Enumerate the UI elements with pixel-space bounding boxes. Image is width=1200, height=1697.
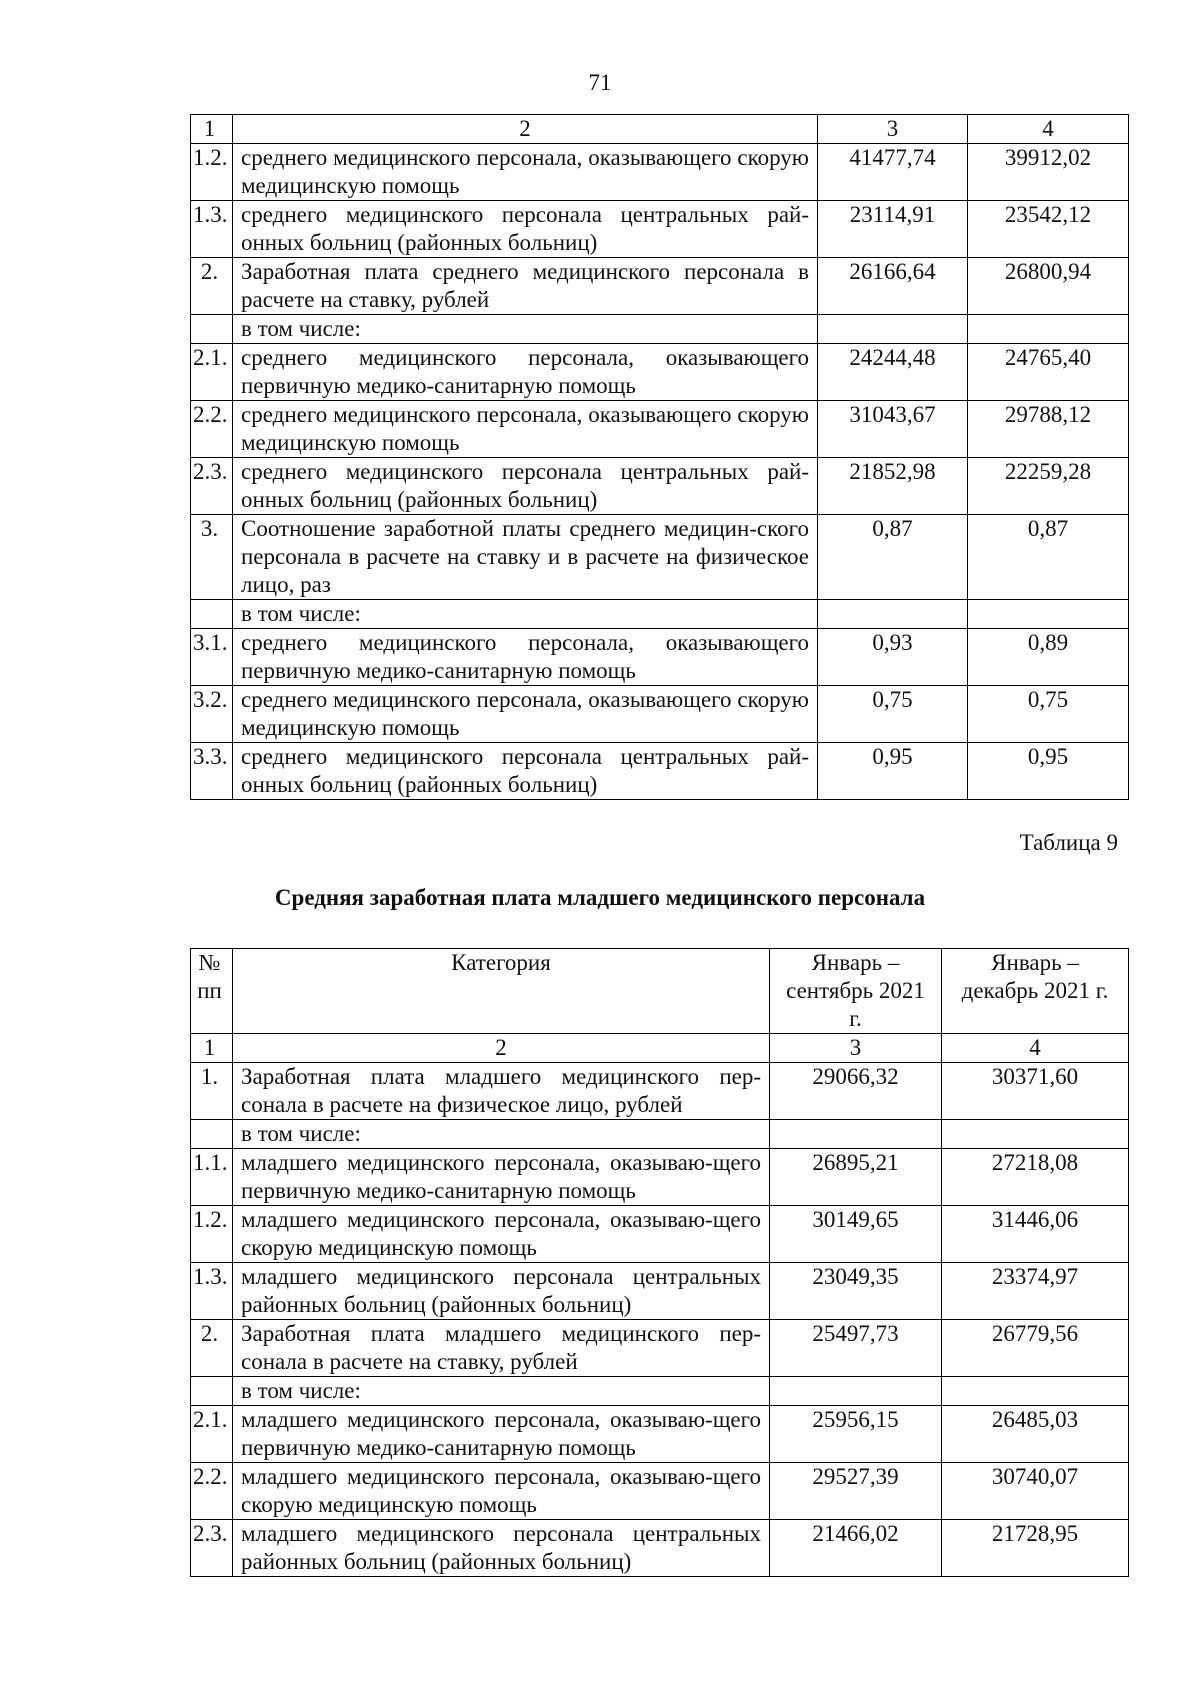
row-value-col4 <box>942 1377 1129 1406</box>
col-index-3: 3 <box>770 1034 942 1063</box>
row-number: 3. <box>191 515 233 600</box>
column-header-category: Категория <box>233 949 770 1034</box>
row-category: Заработная плата среднего медицинского персонала в расчете на ставку, рублей <box>233 258 818 315</box>
row-number <box>191 600 233 629</box>
row-value-col3: 0,75 <box>818 686 968 743</box>
row-value-col4: 21728,95 <box>942 1520 1129 1577</box>
row-value-col3: 31043,67 <box>818 401 968 458</box>
row-category: Соотношение заработной платы среднего медицин-ского персонала в расчете на ставку и в расчете на физическое лицо, раз <box>233 515 818 600</box>
table-row <box>191 201 1129 258</box>
row-value-col3: 25956,15 <box>770 1406 942 1463</box>
table-row <box>191 1120 1129 1149</box>
table-row <box>191 258 1129 315</box>
row-category: среднего медицинского персонала центральных рай-онных больниц (районных больниц) <box>233 201 818 258</box>
col-index-4: 4 <box>942 1034 1129 1063</box>
row-value-col4: 26779,56 <box>942 1320 1129 1377</box>
row-category: младшего медицинского персонала, оказываю-щего первичную медико-санитарную помощь <box>233 1149 770 1206</box>
row-category: Заработная плата младшего медицинского пер-сонала в расчете на ставку, рублей <box>233 1320 770 1377</box>
table-row <box>191 344 1129 401</box>
table-continuation <box>190 114 1129 800</box>
row-value-col3: 23049,35 <box>770 1263 942 1320</box>
row-value-col3: 26166,64 <box>818 258 968 315</box>
row-value-col3: 29527,39 <box>770 1463 942 1520</box>
table-row <box>191 458 1129 515</box>
col-index-1: 1 <box>191 115 233 144</box>
row-value-col3: 23114,91 <box>818 201 968 258</box>
table-header-row <box>191 949 1129 1034</box>
row-value-col4 <box>968 315 1129 344</box>
row-number: 2.3. <box>191 1520 233 1577</box>
row-value-col3: 30149,65 <box>770 1206 942 1263</box>
row-category: среднего медицинского персонала, оказывающего скорую медицинскую помощь <box>233 401 818 458</box>
table-row <box>191 629 1129 686</box>
row-number: 3.3. <box>191 743 233 800</box>
row-category: среднего медицинского персонала, оказывающего первичную медико-санитарную помощь <box>233 629 818 686</box>
row-number: 2. <box>191 1320 233 1377</box>
row-value-col3: 41477,74 <box>818 144 968 201</box>
row-category: в том числе: <box>233 1120 770 1149</box>
row-number: 2.1. <box>191 1406 233 1463</box>
row-value-col3: 0,93 <box>818 629 968 686</box>
table-index-row <box>191 1034 1129 1063</box>
row-number: 1.3. <box>191 201 233 258</box>
row-number: 1. <box>191 1063 233 1120</box>
row-value-col4: 0,89 <box>968 629 1129 686</box>
row-value-col4: 0,75 <box>968 686 1129 743</box>
row-value-col4: 30740,07 <box>942 1463 1129 1520</box>
row-value-col4: 0,95 <box>968 743 1129 800</box>
col-index-3: 3 <box>818 115 968 144</box>
table-row <box>191 144 1129 201</box>
row-category: в том числе: <box>233 315 818 344</box>
row-value-col3 <box>770 1120 942 1149</box>
row-value-col4: 23542,12 <box>968 201 1129 258</box>
table-row <box>191 686 1129 743</box>
row-value-col3: 21466,02 <box>770 1520 942 1577</box>
col-index-2: 2 <box>233 115 818 144</box>
row-value-col3: 25497,73 <box>770 1320 942 1377</box>
row-value-col3: 0,87 <box>818 515 968 600</box>
row-number: 1.2. <box>191 1206 233 1263</box>
table-row <box>191 1377 1129 1406</box>
row-category: среднего медицинского персонала, оказывающего первичную медико-санитарную помощь <box>233 344 818 401</box>
table-9-body <box>191 949 1129 1577</box>
row-number: 2. <box>191 258 233 315</box>
row-number: 2.2. <box>191 1463 233 1520</box>
table-row <box>191 1263 1129 1320</box>
table-row <box>191 401 1129 458</box>
row-value-col4: 23374,97 <box>942 1263 1129 1320</box>
row-number: 3.2. <box>191 686 233 743</box>
row-category: Заработная плата младшего медицинского пер-сонала в расчете на физическое лицо, рублей <box>233 1063 770 1120</box>
row-category: младшего медицинского персонала, оказываю-щего скорую медицинскую помощь <box>233 1463 770 1520</box>
row-value-col3: 21852,98 <box>818 458 968 515</box>
row-category: среднего медицинского персонала центральных рай-онных больниц (районных больниц) <box>233 458 818 515</box>
row-value-col3: 29066,32 <box>770 1063 942 1120</box>
table-row <box>191 315 1129 344</box>
row-category: младшего медицинского персонала центральных районных больниц (районных больниц) <box>233 1520 770 1577</box>
row-number: 1.2. <box>191 144 233 201</box>
row-value-col3 <box>818 315 968 344</box>
row-value-col4: 39912,02 <box>968 144 1129 201</box>
row-value-col4: 30371,60 <box>942 1063 1129 1120</box>
row-number: 2.3. <box>191 458 233 515</box>
row-value-col4: 0,87 <box>968 515 1129 600</box>
table-continuation-body <box>191 115 1129 800</box>
table-caption: Таблица 9 <box>1019 830 1118 855</box>
row-category: младшего медицинского персонала, оказываю-щего скорую медицинскую помощь <box>233 1206 770 1263</box>
table-title: Средняя заработная плата младшего медицинского персонала <box>274 885 926 910</box>
row-value-col3: 26895,21 <box>770 1149 942 1206</box>
row-value-col3 <box>818 600 968 629</box>
row-category: младшего медицинского персонала центральных районных больниц (районных больниц) <box>233 1263 770 1320</box>
row-value-col4: 26800,94 <box>968 258 1129 315</box>
row-category: в том числе: <box>233 600 818 629</box>
row-number: 2.1. <box>191 344 233 401</box>
table-index-row <box>191 115 1129 144</box>
row-number: 3.1. <box>191 629 233 686</box>
row-category: младшего медицинского персонала, оказываю-щего первичную медико-санитарную помощь <box>233 1406 770 1463</box>
table-row <box>191 1206 1129 1263</box>
row-value-col4: 31446,06 <box>942 1206 1129 1263</box>
table-9 <box>190 948 1129 1577</box>
column-header-jan-sep: Январь – сентябрь 2021 г. <box>770 949 942 1034</box>
row-number: 1.1. <box>191 1149 233 1206</box>
table-row <box>191 1320 1129 1377</box>
table-row <box>191 1149 1129 1206</box>
row-value-col4 <box>968 600 1129 629</box>
row-value-col4: 26485,03 <box>942 1406 1129 1463</box>
row-value-col4 <box>942 1120 1129 1149</box>
table-row <box>191 1463 1129 1520</box>
table-row <box>191 1520 1129 1577</box>
row-value-col4: 29788,12 <box>968 401 1129 458</box>
row-category: в том числе: <box>233 1377 770 1406</box>
table-row <box>191 743 1129 800</box>
row-category: среднего медицинского персонала, оказывающего скорую медицинскую помощь <box>233 686 818 743</box>
row-value-col4: 24765,40 <box>968 344 1129 401</box>
col-index-2: 2 <box>233 1034 770 1063</box>
row-number: 1.3. <box>191 1263 233 1320</box>
row-number <box>191 1377 233 1406</box>
column-header-jan-dec: Январь – декабрь 2021 г. <box>942 949 1129 1034</box>
table-row <box>191 600 1129 629</box>
row-number <box>191 1120 233 1149</box>
col-index-1: 1 <box>191 1034 233 1063</box>
row-value-col3: 0,95 <box>818 743 968 800</box>
row-category: среднего медицинского персонала центральных рай-онных больниц (районных больниц) <box>233 743 818 800</box>
row-value-col3: 24244,48 <box>818 344 968 401</box>
page-number: 71 <box>588 70 612 95</box>
row-category: среднего медицинского персонала, оказывающего скорую медицинскую помощь <box>233 144 818 201</box>
row-value-col3 <box>770 1377 942 1406</box>
row-value-col4: 27218,08 <box>942 1149 1129 1206</box>
col-index-4: 4 <box>968 115 1129 144</box>
row-number: 2.2. <box>191 401 233 458</box>
row-number <box>191 315 233 344</box>
table-row <box>191 1063 1129 1120</box>
column-header-number: № пп <box>191 949 233 1034</box>
row-value-col4: 22259,28 <box>968 458 1129 515</box>
table-row <box>191 1406 1129 1463</box>
table-row <box>191 515 1129 600</box>
